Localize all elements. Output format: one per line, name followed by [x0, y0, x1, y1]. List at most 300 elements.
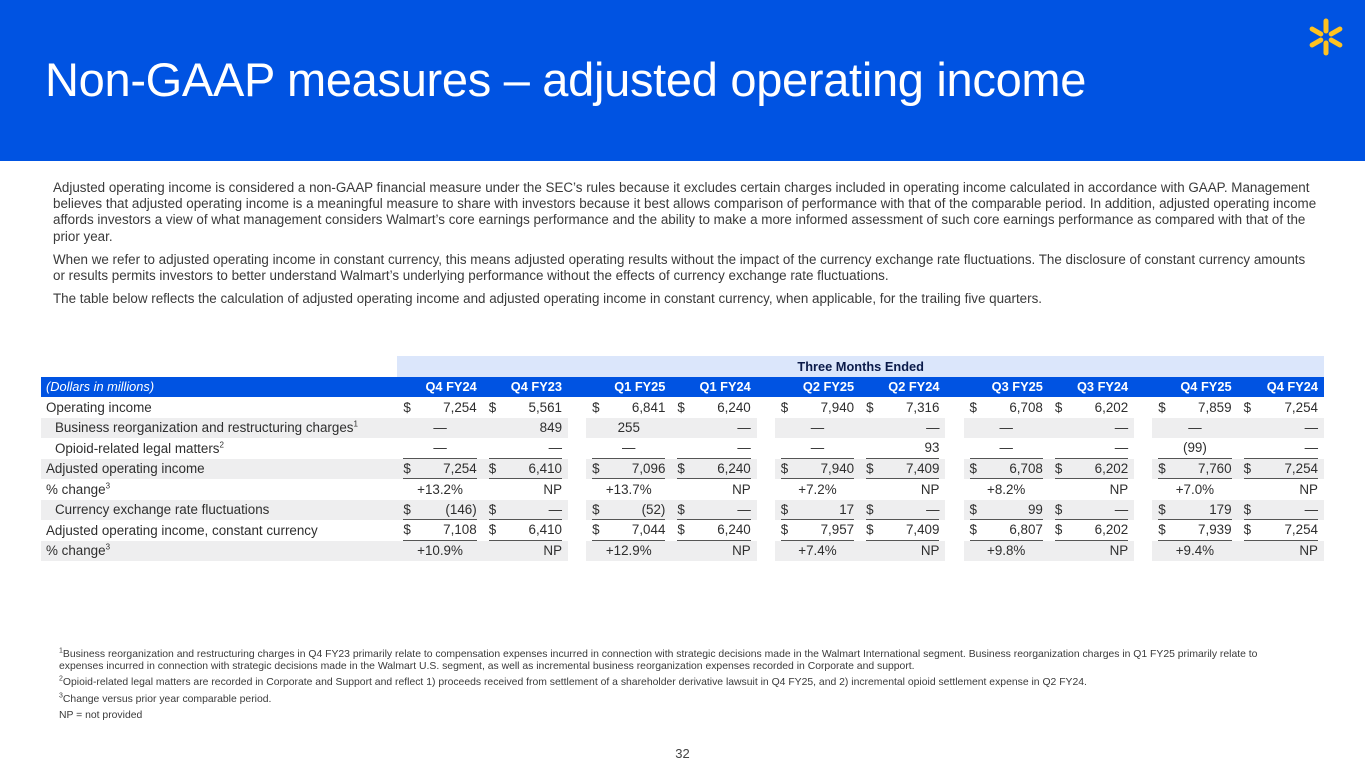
currency-symbol: $ [1054, 522, 1063, 538]
band-spacer [41, 356, 397, 377]
value-cell [483, 418, 568, 439]
cell-value: — [737, 440, 751, 456]
column-gap [568, 438, 586, 459]
column-gap [568, 418, 586, 439]
table-row [41, 459, 1324, 480]
column-gap [945, 418, 963, 439]
value-cell [671, 520, 756, 541]
cell-value: NP [1299, 543, 1318, 559]
value-cell [586, 438, 671, 459]
column-gap [757, 418, 775, 439]
value-cell [586, 500, 671, 521]
column-gap [1134, 459, 1152, 480]
page-number: 32 [675, 746, 690, 761]
cell-value: +13.2% [417, 481, 463, 497]
value-cell [775, 459, 860, 480]
column-gap [1134, 500, 1152, 521]
value-cell [1152, 397, 1237, 418]
value-cell [483, 397, 568, 418]
cell-value: +7.0% [1175, 481, 1215, 497]
cell-value: 6,410 [528, 460, 563, 476]
footnote [59, 649, 1299, 673]
cell-value: 6,240 [717, 522, 751, 538]
value-cell [964, 459, 1049, 480]
column-gap [757, 397, 775, 418]
value-cell [586, 541, 671, 562]
footnote-ref: 3 [105, 481, 111, 491]
value-cell [397, 541, 482, 562]
value-cell [586, 418, 671, 439]
column-gap [1134, 541, 1152, 562]
cell-value: 849 [539, 420, 563, 436]
footnote-number: 1 [59, 647, 63, 655]
value-cell [964, 438, 1049, 459]
column-gap [757, 500, 775, 521]
column-gap [757, 520, 775, 541]
footnote-text: NP = not provided [59, 709, 143, 721]
footnote [59, 677, 1299, 689]
value-cell [775, 438, 860, 459]
intro-paragraph: The table below reflects the calculation of adjusted operating income and adjusted operating income in constant currency, when applicable, for the trailing five quarters. [53, 291, 1043, 307]
value-cell [1152, 418, 1237, 439]
cell-value: (146) [445, 501, 477, 517]
value-cell [1238, 520, 1324, 541]
cell-value: 7,409 [905, 460, 940, 476]
value-cell [1152, 520, 1237, 541]
intro-text [53, 180, 1318, 314]
value-cell [964, 541, 1049, 562]
row-label-text: Business reorganization and restructuring charges [55, 420, 354, 436]
cell-value: — [622, 440, 636, 456]
value-cell [1152, 459, 1237, 480]
table-band-row [41, 356, 1324, 377]
cell-value: 7,254 [1284, 399, 1318, 415]
column-gap [945, 541, 963, 562]
cell-value: 7,940 [820, 460, 855, 476]
column-header: Q4 FY24 [397, 377, 482, 398]
title-banner [0, 0, 1365, 161]
currency-symbol: $ [1158, 522, 1166, 538]
cell-value: 255 [617, 420, 640, 436]
currency-symbol: $ [677, 399, 685, 415]
cell-value: 7,760 [1198, 460, 1232, 476]
column-gap [757, 479, 775, 500]
cell-value: NP [920, 543, 940, 559]
footnote [59, 710, 1299, 722]
cell-value: NP [1109, 481, 1129, 497]
value-cell [1238, 438, 1324, 459]
column-gap [568, 459, 586, 480]
value-cell [1049, 500, 1134, 521]
value-cell [671, 459, 756, 480]
cell-value: 6,240 [717, 460, 751, 476]
value-cell [1049, 459, 1134, 480]
cell-value: — [1304, 420, 1318, 436]
currency-symbol: $ [780, 460, 789, 476]
value-cell [860, 520, 945, 541]
value-cell [964, 500, 1049, 521]
column-gap [945, 520, 963, 541]
value-cell [397, 520, 482, 541]
cell-value: 6,807 [1009, 522, 1043, 538]
currency-symbol: $ [866, 501, 874, 517]
row-label [41, 541, 397, 562]
currency-symbol: $ [1158, 399, 1166, 415]
cell-value: (52) [641, 501, 666, 517]
table-row [41, 479, 1324, 500]
table-row [41, 438, 1324, 459]
cell-value: +9.8% [987, 543, 1026, 559]
column-gap [568, 500, 586, 521]
row-label [41, 397, 397, 418]
table-row [41, 500, 1324, 521]
cell-value: +9.4% [1175, 543, 1215, 559]
cell-value: — [433, 440, 447, 456]
cell-value: 6,410 [528, 522, 563, 538]
value-cell [860, 438, 945, 459]
cell-value: NP [732, 543, 751, 559]
value-cell [860, 459, 945, 480]
cell-value: — [1114, 501, 1129, 517]
value-cell [1049, 438, 1134, 459]
cell-value: NP [543, 543, 563, 559]
value-cell [483, 541, 568, 562]
header-gap [568, 377, 586, 398]
cell-value: — [737, 501, 751, 517]
column-header: Q4 FY25 [1152, 377, 1237, 398]
table-row [41, 541, 1324, 562]
footnote [59, 694, 1299, 706]
cell-value: 6,202 [1094, 399, 1129, 415]
cell-value: 7,254 [1284, 522, 1318, 538]
cell-value: — [737, 420, 751, 436]
column-gap [1134, 418, 1152, 439]
value-cell [1238, 500, 1324, 521]
value-cell [586, 479, 671, 500]
column-header: Q2 FY24 [860, 377, 945, 398]
cell-value: 7,254 [443, 399, 477, 415]
cell-value: 99 [1027, 501, 1043, 517]
value-cell [860, 500, 945, 521]
cell-value: — [926, 420, 940, 436]
value-cell [860, 397, 945, 418]
row-label-text: Operating income [46, 399, 152, 415]
cell-value: — [433, 420, 447, 436]
footnote-ref: 3 [105, 542, 111, 552]
currency-symbol: $ [677, 501, 685, 517]
currency-symbol: $ [677, 522, 685, 538]
value-cell [397, 397, 482, 418]
cell-value: 7,957 [820, 522, 855, 538]
cell-value: 179 [1209, 501, 1232, 517]
value-cell [1238, 397, 1324, 418]
table-header-row [41, 377, 1324, 398]
cell-value: 93 [924, 440, 940, 456]
currency-symbol: $ [780, 522, 789, 538]
currency-symbol: $ [780, 501, 789, 517]
currency-symbol: $ [1158, 501, 1166, 517]
row-label-text: Currency exchange rate fluctuations [55, 502, 270, 518]
row-label-text: % change [46, 543, 106, 559]
cell-value: NP [1299, 481, 1318, 497]
currency-symbol: $ [488, 501, 497, 517]
header-gap [945, 377, 963, 398]
value-cell [586, 459, 671, 480]
column-gap [1134, 479, 1152, 500]
value-cell [397, 438, 482, 459]
cell-value: — [926, 501, 940, 517]
footnote-ref: 2 [219, 440, 224, 450]
footnote-text: Change versus prior year comparable period. [62, 693, 272, 705]
row-label [41, 459, 397, 480]
value-cell [1152, 479, 1237, 500]
column-header: Q2 FY25 [775, 377, 860, 398]
value-cell [1238, 541, 1324, 562]
cell-value: — [1304, 440, 1318, 456]
value-cell [860, 541, 945, 562]
column-header: Q1 FY25 [586, 377, 671, 398]
footnote-number: 2 [59, 675, 63, 683]
column-gap [945, 500, 963, 521]
currency-symbol: $ [1054, 399, 1063, 415]
cell-value: 7,316 [905, 399, 940, 415]
cell-value: 5,561 [528, 399, 563, 415]
cell-value: (99) [1182, 440, 1207, 456]
walmart-spark-icon [1306, 17, 1346, 57]
value-cell [1152, 541, 1237, 562]
value-cell [1152, 500, 1237, 521]
cell-value: — [1114, 440, 1129, 456]
column-header: Q1 FY24 [671, 377, 756, 398]
value-cell [1238, 459, 1324, 480]
footnote-number: 3 [59, 692, 63, 700]
cell-value: 7,409 [905, 522, 940, 538]
currency-symbol: $ [1243, 522, 1252, 538]
currency-symbol: $ [1054, 501, 1063, 517]
currency-symbol: $ [592, 399, 600, 415]
currency-symbol: $ [1243, 501, 1252, 517]
currency-symbol: $ [1243, 399, 1252, 415]
currency-symbol: $ [780, 399, 789, 415]
currency-symbol: $ [488, 399, 497, 415]
cell-value: NP [920, 481, 940, 497]
cell-value: 7,940 [820, 399, 855, 415]
cell-value: — [810, 420, 825, 436]
column-gap [757, 438, 775, 459]
value-cell [671, 418, 756, 439]
value-cell [1238, 418, 1324, 439]
cell-value: NP [543, 481, 563, 497]
currency-symbol: $ [403, 460, 411, 476]
cell-value: +7.4% [798, 543, 837, 559]
value-cell [964, 479, 1049, 500]
column-gap [945, 459, 963, 480]
currency-symbol: $ [403, 522, 411, 538]
cell-value: 7,108 [443, 522, 477, 538]
currency-symbol: $ [403, 399, 411, 415]
row-label-text: Opioid-related legal matters [55, 440, 220, 456]
column-gap [757, 541, 775, 562]
currency-symbol: $ [1054, 460, 1063, 476]
column-gap [945, 479, 963, 500]
row-label-text: Adjusted operating income [46, 461, 205, 477]
footnote-text: Opioid-related legal matters are recorded in Corporate and Support and reflect 1) proceeds received from settlement of a shareholder derivative lawsuit in Q4 FY25, and 2) incremental opioid settlement expense in Q2 FY24. [62, 677, 1087, 689]
currency-symbol: $ [1243, 460, 1252, 476]
currency-symbol: $ [866, 399, 874, 415]
column-gap [1134, 438, 1152, 459]
cell-value: 6,240 [717, 399, 751, 415]
value-cell [775, 418, 860, 439]
footnote-ref: 1 [353, 419, 358, 429]
three-months-ended-label: Three Months Ended [397, 356, 1324, 377]
value-cell [1152, 438, 1237, 459]
value-cell [775, 397, 860, 418]
column-gap [945, 438, 963, 459]
table-row [41, 418, 1324, 439]
cell-value: +8.2% [987, 481, 1026, 497]
footnotes [59, 649, 1299, 726]
value-cell [671, 479, 756, 500]
currency-symbol: $ [866, 522, 874, 538]
cell-value: 6,202 [1094, 522, 1129, 538]
value-cell [1049, 418, 1134, 439]
currency-symbol: $ [488, 522, 497, 538]
cell-value: +12.9% [605, 543, 652, 559]
value-cell [483, 438, 568, 459]
value-cell [397, 459, 482, 480]
column-header: Q3 FY25 [964, 377, 1049, 398]
cell-value: 6,841 [631, 399, 666, 415]
cell-value: — [1304, 501, 1318, 517]
currency-symbol: $ [1158, 460, 1166, 476]
column-header: Q3 FY24 [1049, 377, 1134, 398]
value-cell [397, 418, 482, 439]
cell-value: — [548, 440, 563, 456]
value-cell [775, 479, 860, 500]
value-cell [1238, 479, 1324, 500]
row-label-text: % change [46, 481, 106, 497]
row-label [41, 479, 397, 500]
value-cell [775, 500, 860, 521]
value-cell [964, 418, 1049, 439]
cell-value: 17 [839, 501, 855, 517]
column-header: Q4 FY23 [483, 377, 568, 398]
row-label [41, 500, 397, 521]
footnote-text: Business reorganization and restructuring charges in Q4 FY23 primarily relate to compensation expenses incurred in connection with strategic decisions made in the Walmart International segment. Business reorganization charges in Q1 FY25 primarily relate to expenses incurred in connection with strategic decisions made in the Walmart U.S. segment, as well as incremental business reorganization expenses recorded in Corporate and support. [59, 649, 1258, 673]
value-cell [1049, 479, 1134, 500]
value-cell [483, 459, 568, 480]
column-gap [1134, 520, 1152, 541]
cell-value: 7,254 [1284, 460, 1318, 476]
value-cell [775, 541, 860, 562]
units-label: (Dollars in millions) [41, 377, 397, 398]
value-cell [1049, 520, 1134, 541]
cell-value: +13.7% [605, 481, 652, 497]
currency-symbol: $ [592, 501, 600, 517]
currency-symbol: $ [592, 522, 600, 538]
currency-symbol: $ [403, 501, 411, 517]
value-cell [671, 438, 756, 459]
value-cell [586, 520, 671, 541]
cell-value: — [810, 440, 825, 456]
value-cell [483, 520, 568, 541]
cell-value: +10.9% [417, 543, 463, 559]
cell-value: — [999, 440, 1013, 456]
value-cell [775, 520, 860, 541]
column-gap [1134, 397, 1152, 418]
header-gap [1134, 377, 1152, 398]
column-gap [945, 397, 963, 418]
cell-value: — [999, 420, 1013, 436]
value-cell [671, 541, 756, 562]
cell-value: NP [1109, 543, 1129, 559]
currency-symbol: $ [677, 460, 685, 476]
row-label [41, 520, 397, 541]
column-header: Q4 FY24 [1238, 377, 1324, 398]
column-gap [757, 459, 775, 480]
currency-symbol: $ [969, 522, 977, 538]
cell-value: — [1188, 420, 1202, 436]
cell-value: 6,708 [1009, 460, 1043, 476]
value-cell [1049, 397, 1134, 418]
currency-symbol: $ [969, 399, 977, 415]
value-cell [483, 500, 568, 521]
value-cell [586, 397, 671, 418]
currency-symbol: $ [969, 460, 977, 476]
table-row [41, 520, 1324, 541]
row-label [41, 438, 397, 459]
value-cell [964, 397, 1049, 418]
currency-symbol: $ [592, 460, 600, 476]
cell-value: 7,859 [1198, 399, 1232, 415]
cell-value: +7.2% [798, 481, 837, 497]
currency-symbol: $ [969, 501, 977, 517]
value-cell [1049, 541, 1134, 562]
value-cell [397, 479, 482, 500]
cell-value: 7,096 [631, 460, 666, 476]
intro-paragraph: When we refer to adjusted operating income in constant currency, this means adjusted operating results without the impact of the currency exchange rate fluctuations. The disclosure of constant currency amounts or results permits investors to better understand Walmart’s underlying performance without the effects of currency exchange rate fluctuations. [53, 251, 1306, 284]
value-cell [671, 397, 756, 418]
cell-value: 7,254 [443, 460, 477, 476]
column-gap [568, 479, 586, 500]
column-gap [568, 397, 586, 418]
row-label-text: Adjusted operating income, constant currency [46, 522, 318, 538]
table-row [41, 397, 1324, 418]
cell-value: — [1114, 420, 1129, 436]
intro-paragraph: Adjusted operating income is considered a non-GAAP financial measure under the SEC’s rules because it excludes certain charges included in operating income calculated in accordance with GAAP. Management believes that adjusted operating income is a meaningful measure to share with investors because it best allows comparison of performance with that of the comparable period. In addition, adjusted operating income affords investors a view of what management considers Walmart’s core earnings performance and the ability to make a more informed assessment of such core earnings performance as compared with that of the prior year. [53, 180, 1317, 244]
cell-value: 7,939 [1198, 522, 1232, 538]
currency-symbol: $ [866, 460, 874, 476]
value-cell [483, 479, 568, 500]
value-cell [860, 418, 945, 439]
header-gap [757, 377, 775, 398]
cell-value: 6,708 [1009, 399, 1043, 415]
value-cell [964, 520, 1049, 541]
value-cell [397, 500, 482, 521]
value-cell [671, 500, 756, 521]
column-gap [568, 541, 586, 562]
adjusted-operating-income-table [41, 356, 1324, 561]
value-cell [860, 479, 945, 500]
cell-value: 7,044 [631, 522, 666, 538]
page-title: Non-GAAP measures – adjusted operating income [45, 53, 1087, 106]
cell-value: 6,202 [1094, 460, 1129, 476]
currency-symbol: $ [488, 460, 497, 476]
row-label [41, 418, 397, 439]
cell-value: — [548, 501, 563, 517]
column-gap [568, 520, 586, 541]
cell-value: NP [732, 481, 751, 497]
